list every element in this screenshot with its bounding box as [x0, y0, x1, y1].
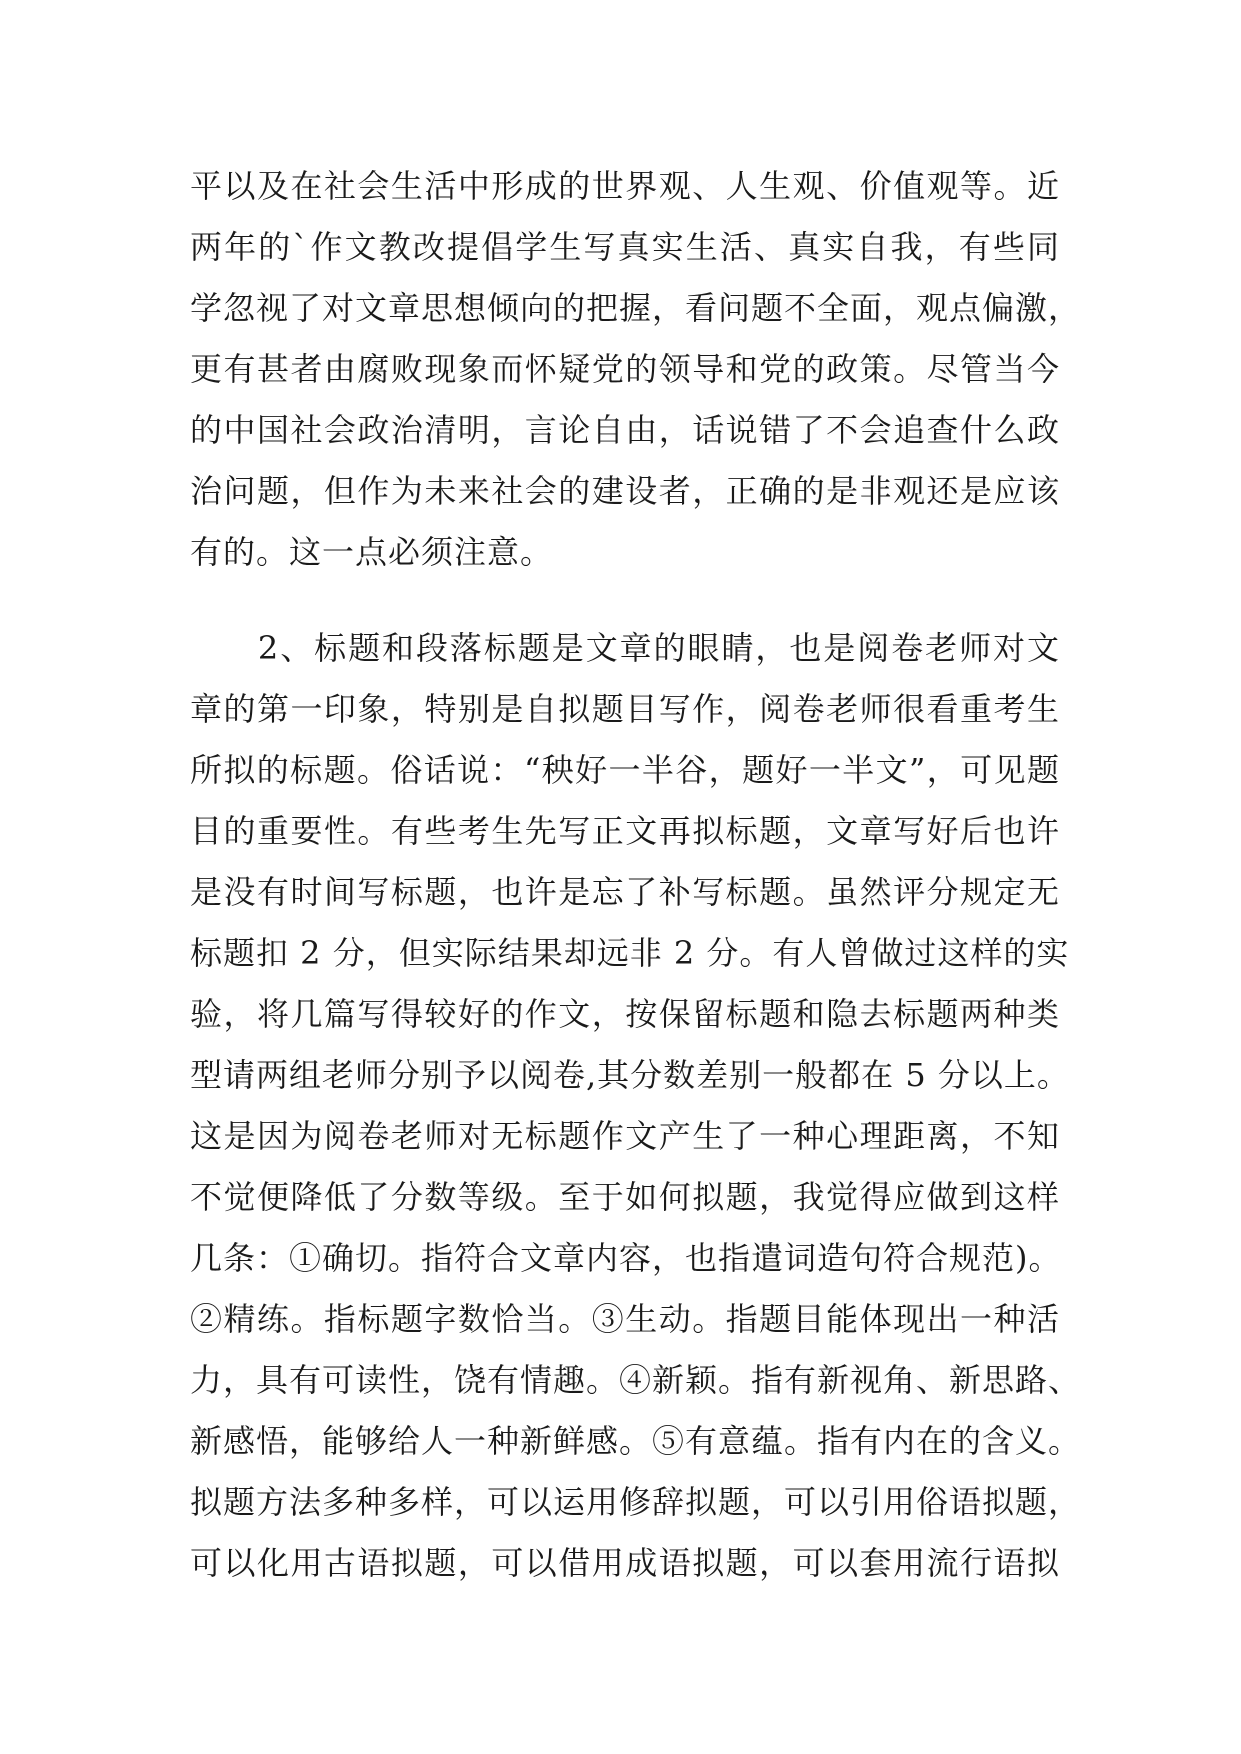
text-line: 是没有时间写标题，也许是忘了补写标题。虽然评分规定无 — [190, 873, 1060, 911]
text-line: 的中国社会政治清明，言论自由，话说错了不会追查什么政 — [190, 411, 1060, 449]
text-line: 治问题，但作为未来社会的建设者，正确的是非观还是应该 — [190, 472, 1060, 510]
text-line: 标题扣 2 分，但实际结果却远非 2 分。有人曾做过这样的实 — [190, 934, 1070, 972]
text-line: 几条：①确切。指符合文章内容，也指遣词造句符合规范)。 — [190, 1239, 1062, 1277]
text-line — [190, 1594, 1060, 1655]
text-line: 章的第一印象，特别是自拟题目写作，阅卷老师很看重考生 — [190, 690, 1060, 728]
text-line: 力，具有可读性，饶有情趣。④新颖。指有新视角、新思路、 — [190, 1361, 1082, 1399]
text-line: 更有甚者由腐败现象而怀疑党的领导和党的政策。尽管当今 — [190, 350, 1060, 388]
text-line: 学忽视了对文章思想倾向的把握，看问题不全面，观点偏激， — [190, 289, 1082, 327]
text-line: ②精练。指标题字数恰当。③生动。指题目能体现出一种活 — [190, 1300, 1060, 1338]
text-line: 不觉便降低了分数等级。至于如何拟题，我觉得应做到这样 — [190, 1178, 1060, 1216]
paragraph-1 — [190, 156, 1082, 583]
text-line: 型请两组老师分别予以阅卷,其分数差别一般都在 5 分以上。 — [190, 1056, 1070, 1094]
text-line: 两年的`作文教改提倡学生写真实生活、真实自我，有些同 — [190, 228, 1060, 266]
text-line: 可以化用古语拟题，可以借用成语拟题，可以套用流行语拟 — [190, 1544, 1060, 1582]
text-line: 2、标题和段落标题是文章的眼睛，也是阅卷老师对文 — [190, 629, 1060, 667]
text-line: 验，将几篇写得较好的作文，按保留标题和隐去标题两种类 — [190, 995, 1060, 1033]
text-line: 新感悟，能够给人一种新鲜感。⑤有意蕴。指有内在的含义。 — [190, 1422, 1082, 1460]
text-line: 这是因为阅卷老师对无标题作文产生了一种心理距离，不知 — [190, 1117, 1060, 1155]
text-line: 所拟的标题。俗话说：“秧好一半谷，题好一半文”，可见题 — [190, 751, 1060, 789]
text-line: 目的重要性。有些考生先写正文再拟标题，文章写好后也许 — [190, 812, 1060, 850]
text-line: 平以及在社会生活中形成的世界观、人生观、价值观等。近 — [190, 167, 1060, 205]
text-line: 有的。这一点必须注意。 — [190, 533, 554, 571]
paragraph-2 — [190, 618, 1082, 1655]
text-line: 拟题方法多种多样，可以运用修辞拟题，可以引用俗语拟题， — [190, 1483, 1082, 1521]
